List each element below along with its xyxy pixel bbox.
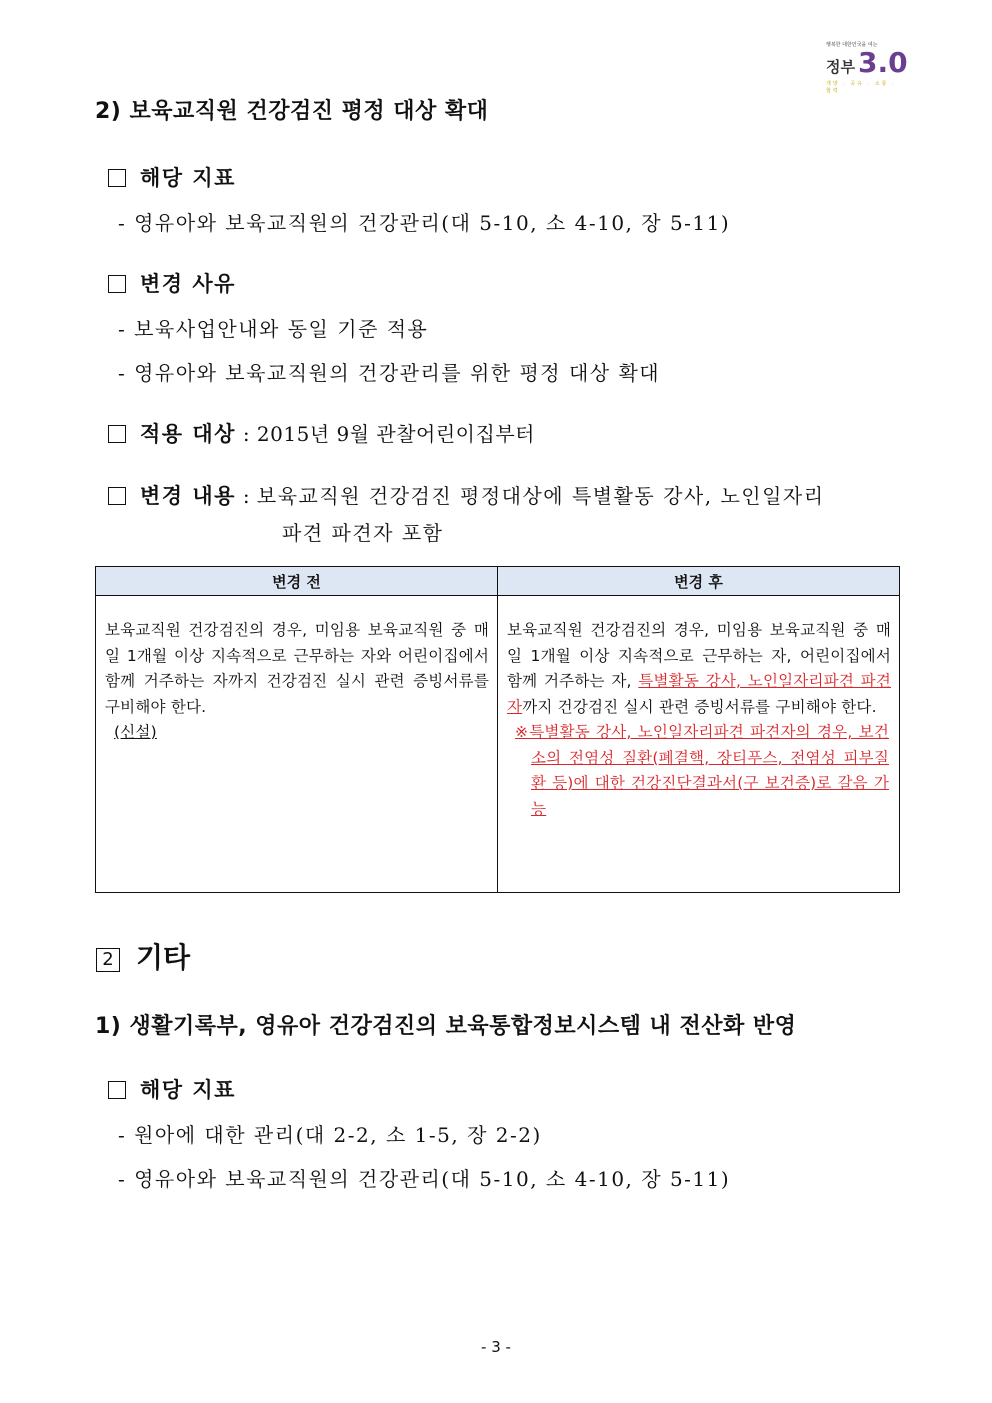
section-2-title-row (96, 936, 190, 976)
content-title: 변경 내용 (140, 484, 236, 508)
reason-item: - 보육사업안내와 동일 기준 적용 (118, 317, 429, 341)
government-3-0-logo (820, 42, 908, 94)
cell-after (498, 596, 900, 893)
cell-before (96, 596, 498, 893)
target-row (108, 418, 535, 448)
indicator-item: - 영유아와 보육교직원의 건강관리(대 5-10, 소 4-10, 장 5-11) (118, 211, 731, 235)
checkbox-square-icon (108, 487, 126, 505)
indicator-item: - 영유아와 보육교직원의 건강관리(대 5-10, 소 4-10, 장 5-11) (118, 1167, 731, 1191)
checkbox-square-icon (108, 1081, 126, 1099)
checkbox-square-icon (108, 425, 126, 443)
reason-title: 변경 사유 (140, 272, 236, 296)
new-label: (신설) (114, 723, 157, 741)
after-text-a: 보육교직원 건강검진의 경우, 미임용 보육교직원 중 매일 1개월 이상 지속적으로 근무하는 자, 어린이집에서 함께 거주하는 자, (507, 621, 891, 690)
table-header-row (96, 567, 900, 596)
content-separator: : (235, 484, 257, 508)
change-comparison-table (95, 566, 900, 893)
indicator-title-row-2 (108, 1074, 236, 1104)
content-row (108, 480, 825, 510)
target-separator: : (235, 422, 257, 446)
logo-values: 개방 · 공유 · 소통 · 협력 (826, 81, 896, 94)
logo-version: 3.0 (858, 46, 908, 79)
reason-item: - 영유아와 보육교직원의 건강관리를 위한 평정 대상 확대 (118, 361, 661, 385)
indicator-item: - 원아에 대한 관리(대 2-2, 소 1-5, 장 2-2) (118, 1123, 542, 1147)
table-row (96, 596, 900, 893)
section-heading-computerization: 1) 생활기록부, 영유아 건강검진의 보육통합정보시스템 내 전산화 반영 (95, 1014, 797, 1039)
after-note: ※특별활동 강사, 노인일자리파견 파견자의 경우, 보건소의 전염성 질환(폐결핵, 장티푸스, 전염성 피부질환 등)에 대한 건강진단결과서(구 보건증)로 갈음 가능 (515, 723, 889, 818)
header-before: 변경 전 (96, 567, 498, 596)
after-text-b: 까지 건강검진 실시 관련 증빙서류를 구비해야 한다. (522, 697, 877, 716)
content-text-line2: 파견 파견자 포함 (282, 521, 444, 545)
content-text-line1: 보육교직원 건강검진 평정대상에 특별활동 강사, 노인일자리 (256, 484, 825, 508)
header-after: 변경 후 (498, 567, 900, 596)
checkbox-square-icon (108, 169, 126, 187)
indicator-title-row (108, 162, 236, 192)
logo-main-text: 정부 (826, 58, 855, 76)
section-2-title: 기타 (136, 941, 191, 974)
indicator-title: 해당 지표 (140, 166, 236, 190)
reason-title-row (108, 268, 236, 298)
target-title: 적용 대상 (140, 422, 236, 446)
section-number-box: 2 (96, 948, 120, 972)
logo-tagline: 행복한 대한민국을 여는 (826, 42, 878, 48)
before-text: 보육교직원 건강검진의 경우, 미임용 보육교직원 중 매일 1개월 이상 지속적으로 근무하는 자와 어린이집에서 함께 거주하는 자까지 건강검진 실시 관련 증빙서류를 구비해야 한다. (105, 621, 489, 716)
checkbox-square-icon (108, 275, 126, 293)
section-heading-health-check: 2) 보육교직원 건강검진 평정 대상 확대 (95, 99, 489, 124)
target-text: 2015년 9월 관찰어린이집부터 (256, 422, 535, 446)
page-number: - 3 - (481, 1338, 511, 1356)
indicator-title: 해당 지표 (140, 1078, 236, 1102)
after-text-highlight: 특별활동 강사, 노인일자리파견 파견자 (507, 672, 891, 716)
